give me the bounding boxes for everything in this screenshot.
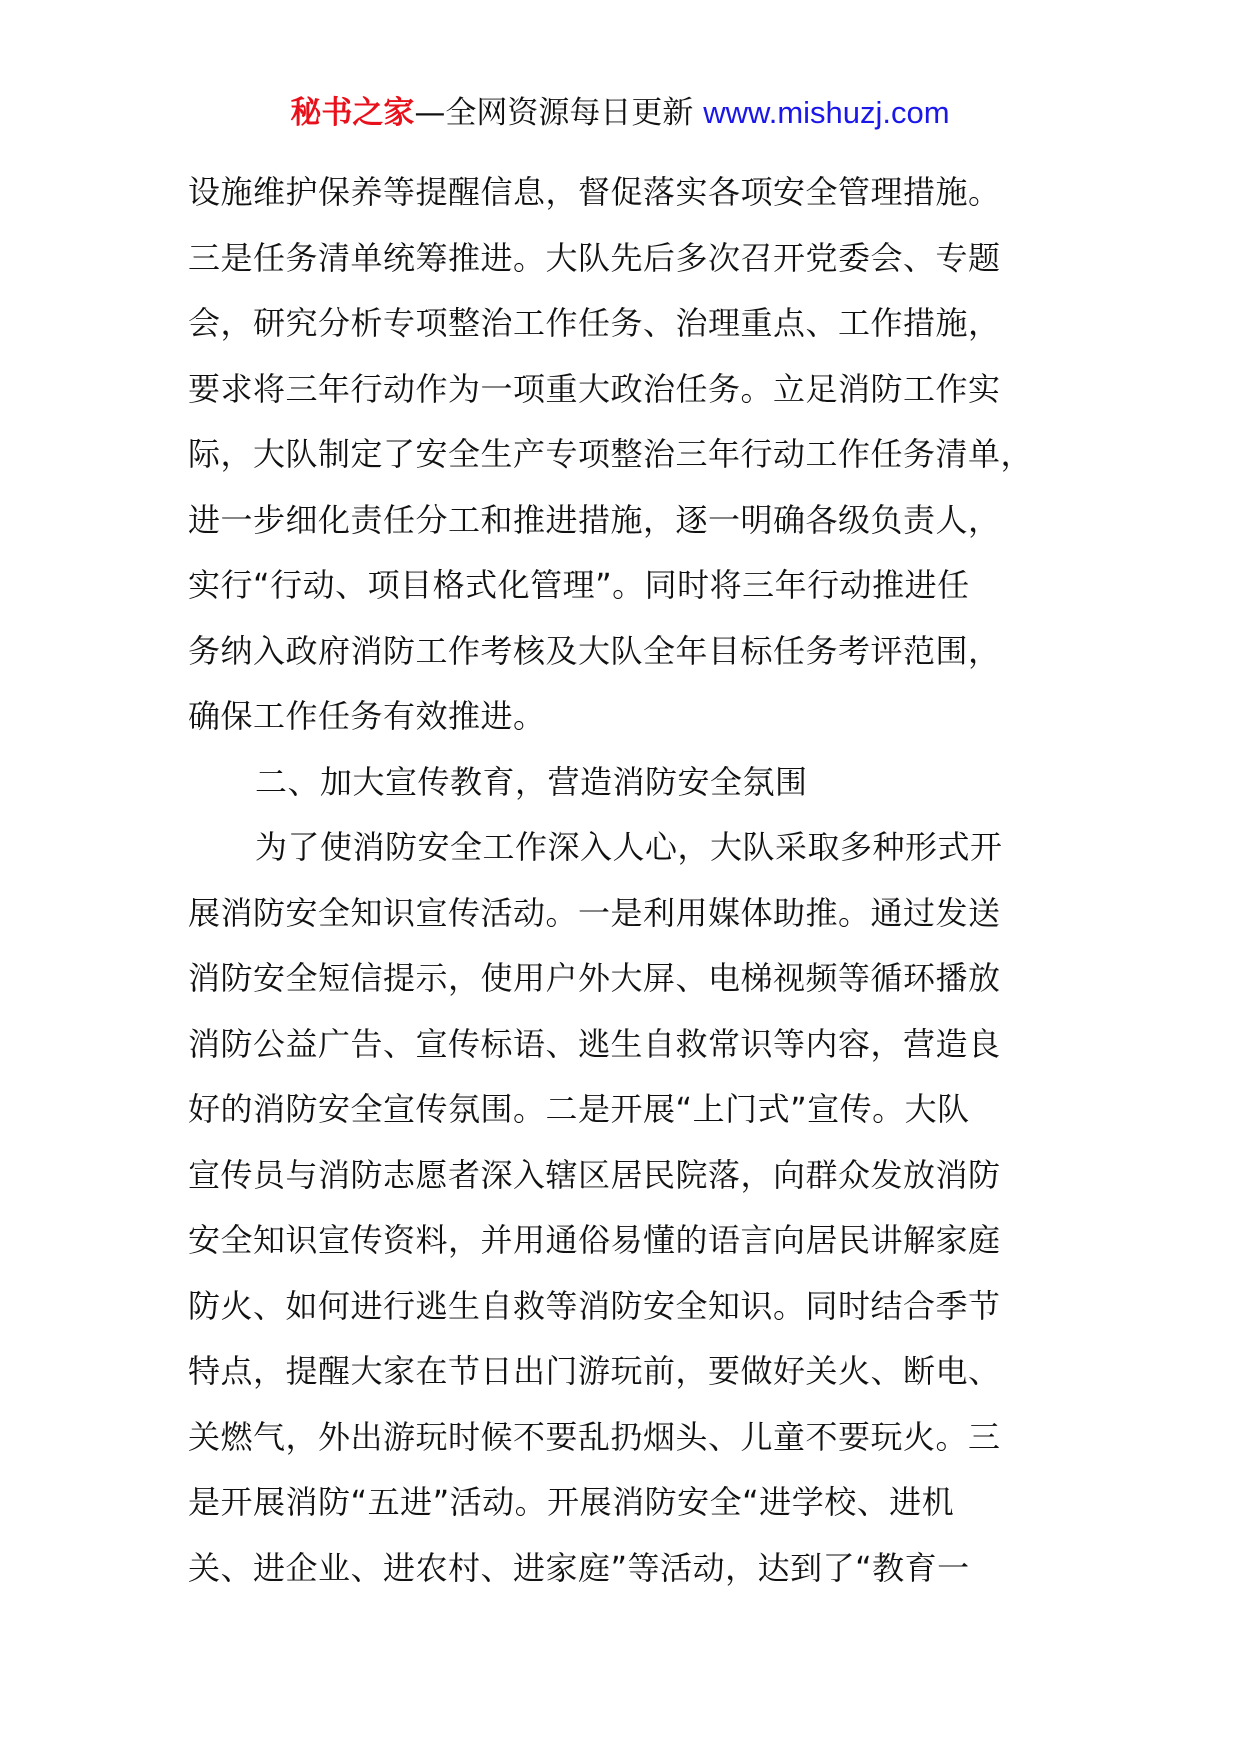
text-line: 防火、如何进行逃生自救等消防安全知识。同时结合季节: [188, 1286, 1001, 1325]
header-slogan: —全网资源每日更新: [414, 95, 704, 131]
text-line: 三是任务清单统筹推进。大队先后多次召开党委会、专题: [188, 238, 1001, 277]
text-line: 进一步细化责任分工和推进措施，逐一明确各级负责人，: [188, 500, 1001, 539]
text-line: 特点，提醒大家在节日出门游玩前，要做好关火、断电、: [188, 1352, 1001, 1390]
text-line: 际，大队制定了安全生产专项整治三年行动工作任务清单，: [188, 435, 1034, 473]
brand-name: 秘书之家: [290, 95, 415, 131]
site-url-link[interactable]: www.mishuzj.com: [703, 95, 950, 130]
section-heading: 二、加大宣传教育，营造消防安全氛围: [255, 762, 808, 801]
text-line: 设施维护保养等提醒信息，督促落实各项安全管理措施。: [188, 173, 1001, 211]
text-line: 宣传员与消防志愿者深入辖区居民院落，向群众发放消防: [188, 1155, 1001, 1194]
text-line: 消防安全短信提示，使用户外大屏、电梯视频等循环播放: [188, 959, 1001, 997]
text-line: 关燃气，外出游玩时候不要乱扔烟头、儿童不要玩火。三: [188, 1417, 1001, 1456]
text-line: 关、进企业、进农村、进家庭”等活动，达到了“教育一: [188, 1548, 970, 1587]
text-line: 展消防安全知识宣传活动。一是利用媒体助推。通过发送: [188, 893, 1001, 932]
document-body: [188, 160, 1068, 1601]
watermark-header: [0, 88, 1240, 138]
text-line: 实行“行动、项目格式化管理”。同时将三年行动推进任: [188, 566, 970, 604]
text-line: 好的消防安全宣传氛围。二是开展“上门式”宣传。大队: [188, 1090, 970, 1128]
text-line: 确保工作任务有效推进。: [188, 697, 546, 735]
text-line: 是开展消防“五进”活动。开展消防安全“进学校、进机: [188, 1483, 955, 1521]
text-line: 消防公益广告、宣传标语、逃生自救常识等内容，营造良: [188, 1024, 1001, 1063]
text-line: 会，研究分析专项整治工作任务、治理重点、工作措施，: [188, 304, 1001, 342]
text-line: 要求将三年行动作为一项重大政治任务。立足消防工作实: [188, 369, 1001, 408]
text-line: 安全知识宣传资料，并用通俗易懂的语言向居民讲解家庭: [188, 1221, 1001, 1259]
text-line: 务纳入政府消防工作考核及大队全年目标任务考评范围，: [188, 631, 1001, 670]
text-line: 为了使消防安全工作深入人心，大队采取多种形式开: [255, 828, 1003, 866]
